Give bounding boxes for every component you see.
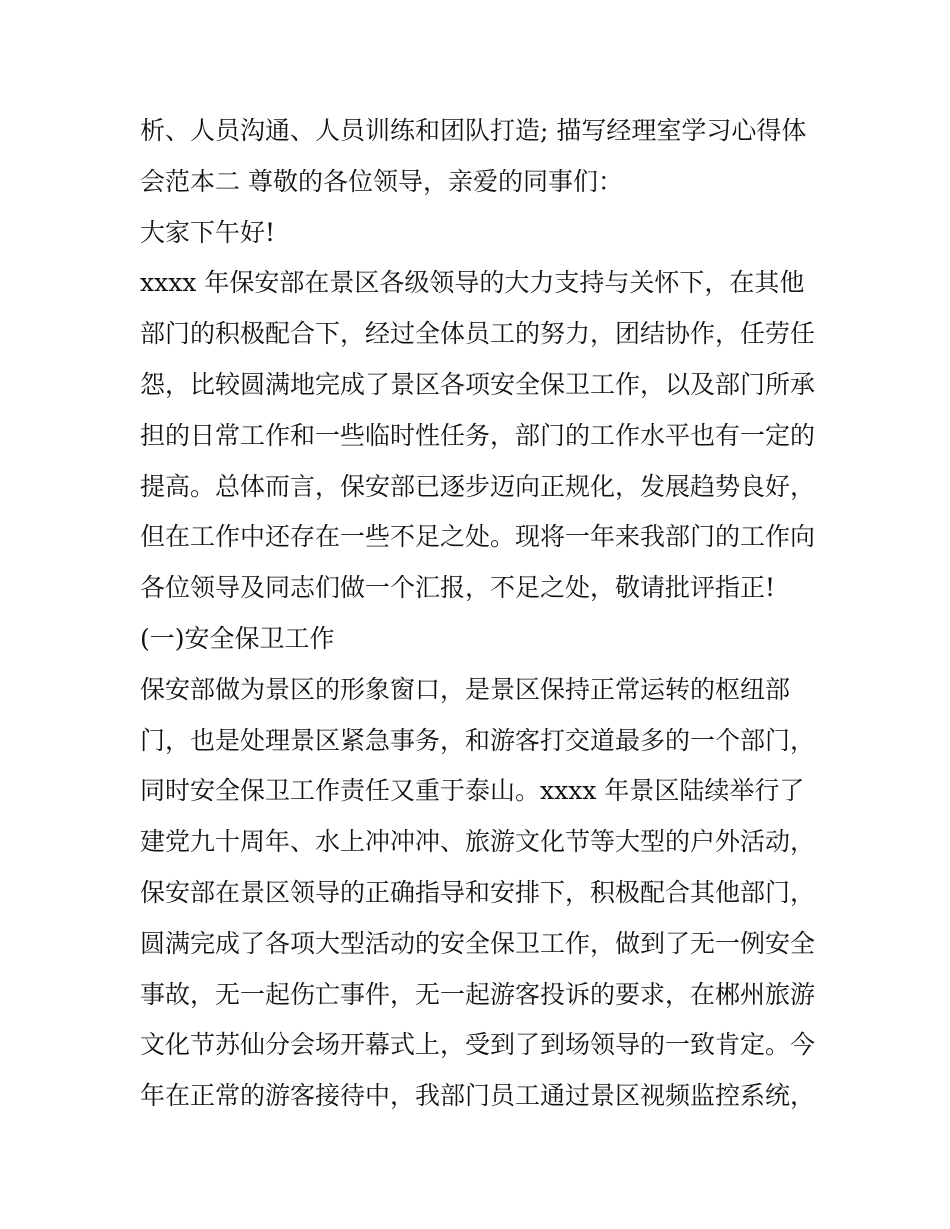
text-line: 保安部在景区领导的正确指导和安排下，积极配合其他部门，: [140, 877, 816, 907]
text-line: 各位领导及同志们做一个汇报，不足之处，敬请批评指正!: [140, 573, 776, 603]
text-line: 门，也是处理景区紧急事务，和游客打交道最多的一个部门，: [140, 725, 816, 755]
greeting-line: 大家下午好!: [140, 217, 276, 247]
text-line: 保安部做为景区的形象窗口，是景区保持正常运转的枢纽部: [140, 674, 791, 704]
text-line: 年在正常的游客接待中，我部门员工通过景区视频监控系统，: [140, 1081, 816, 1111]
section-heading: (一)安全保卫工作: [140, 623, 335, 653]
text-line: 析、人员沟通、人员训练和团队打造; 描写经理室学习心得体: [140, 116, 807, 145]
text-line: 文化节苏仙分会场开幕式上，受到了到场领导的一致肯定。今: [140, 1030, 816, 1060]
text-line: 部门的积极配合下，经过全体员工的努力，团结协作，任劳任: [140, 319, 816, 349]
text-line: 圆满完成了各项大型活动的安全保卫工作，做到了无一例安全: [140, 928, 816, 958]
text-line: 同时安全保卫工作责任又重于泰山。xxxx 年景区陆续举行了: [140, 776, 805, 806]
text-line: 提高。总体而言，保安部已逐步迈向正规化，发展趋势良好，: [140, 471, 816, 501]
text-line: 建党九十周年、水上冲冲冲、旅游文化节等大型的户外活动，: [140, 827, 816, 857]
text-line: 怨，比较圆满地完成了景区各项安全保卫工作，以及部门所承: [140, 369, 816, 399]
text-line: 事故，无一起伤亡事件，无一起游客投诉的要求，在郴州旅游: [140, 979, 816, 1009]
text-line: xxxx 年保安部在景区各级领导的大力支持与关怀下，在其他: [140, 268, 805, 298]
body-text: [140, 106, 840, 1122]
text-line: 会范本二 尊敬的各位领导，亲爱的同事们：: [140, 166, 623, 196]
text-line: 担的日常工作和一些临时性任务，部门的工作水平也有一定的: [140, 420, 816, 450]
text-line: 但在工作中还存在一些不足之处。现将一年来我部门的工作向: [140, 522, 816, 552]
